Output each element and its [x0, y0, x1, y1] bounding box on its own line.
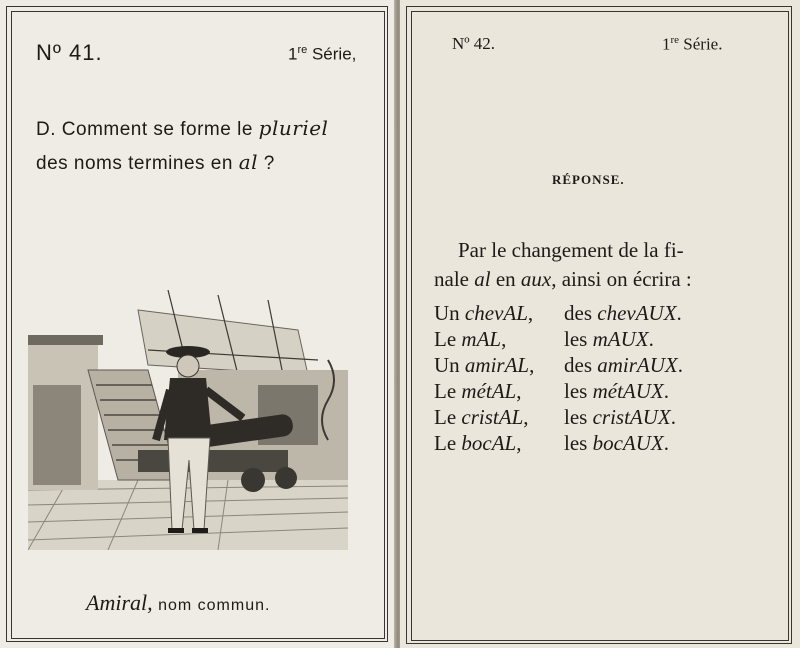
series-suffix: re	[297, 44, 308, 56]
example-list	[434, 300, 774, 456]
answer-line2-a: nale	[434, 267, 475, 291]
series-label	[662, 34, 722, 55]
example-row	[434, 378, 774, 404]
question-mark: ?	[258, 153, 275, 174]
admiral-engraving	[28, 290, 348, 550]
example-row	[434, 404, 774, 430]
example-row	[434, 300, 774, 326]
example-row	[434, 352, 774, 378]
question-keyword: pluriel	[258, 116, 329, 140]
caption-word: Amiral,	[86, 590, 153, 615]
answer-line2-b: en	[490, 267, 521, 291]
singular-form: Le mAL,	[434, 327, 507, 351]
caption-rest: nom commun.	[152, 597, 271, 614]
singular-form: Le bocAL,	[434, 431, 522, 455]
series-word: Série,	[307, 44, 357, 64]
question-text	[36, 112, 366, 180]
plural-form: des amirAUX.	[564, 353, 683, 377]
singular-form: Le métAL,	[434, 379, 522, 403]
card-number: Nº 42.	[452, 34, 496, 53]
answer-heading: RÉPONSE.	[552, 172, 625, 187]
example-row	[434, 430, 774, 456]
card-number: Nº 41.	[36, 40, 103, 65]
series-suffix: re	[670, 34, 680, 46]
singular-form: Un amirAL,	[434, 353, 535, 377]
answer-card	[400, 0, 800, 648]
illustration-caption	[86, 590, 270, 616]
series-label	[288, 44, 356, 65]
singular-form: Le cristAL,	[434, 405, 529, 429]
series-number: 1	[662, 34, 671, 54]
answer-line1: Par le changement de la fi-	[458, 238, 684, 262]
answer-line2-aux: aux	[520, 267, 552, 291]
plural-form: les métAUX.	[564, 379, 669, 403]
answer-line2-c: , ainsi on écrira :	[551, 267, 692, 291]
series-number: 1	[288, 44, 298, 64]
question-suffix-word: al	[238, 150, 259, 174]
question-card	[0, 0, 396, 648]
answer-paragraph	[434, 236, 774, 294]
plural-form: les bocAUX.	[564, 431, 669, 455]
example-row	[434, 326, 774, 352]
plural-form: les mAUX.	[564, 327, 654, 351]
question-line2: des noms termines en	[36, 153, 239, 174]
plural-form: les cristAUX.	[564, 405, 676, 429]
question-line1: D. Comment se forme le	[36, 119, 259, 140]
series-word: Série.	[679, 34, 723, 54]
answer-line2-al: al	[474, 267, 491, 291]
singular-form: Un chevAL,	[434, 301, 534, 325]
plural-form: des chevAUX.	[564, 301, 682, 325]
